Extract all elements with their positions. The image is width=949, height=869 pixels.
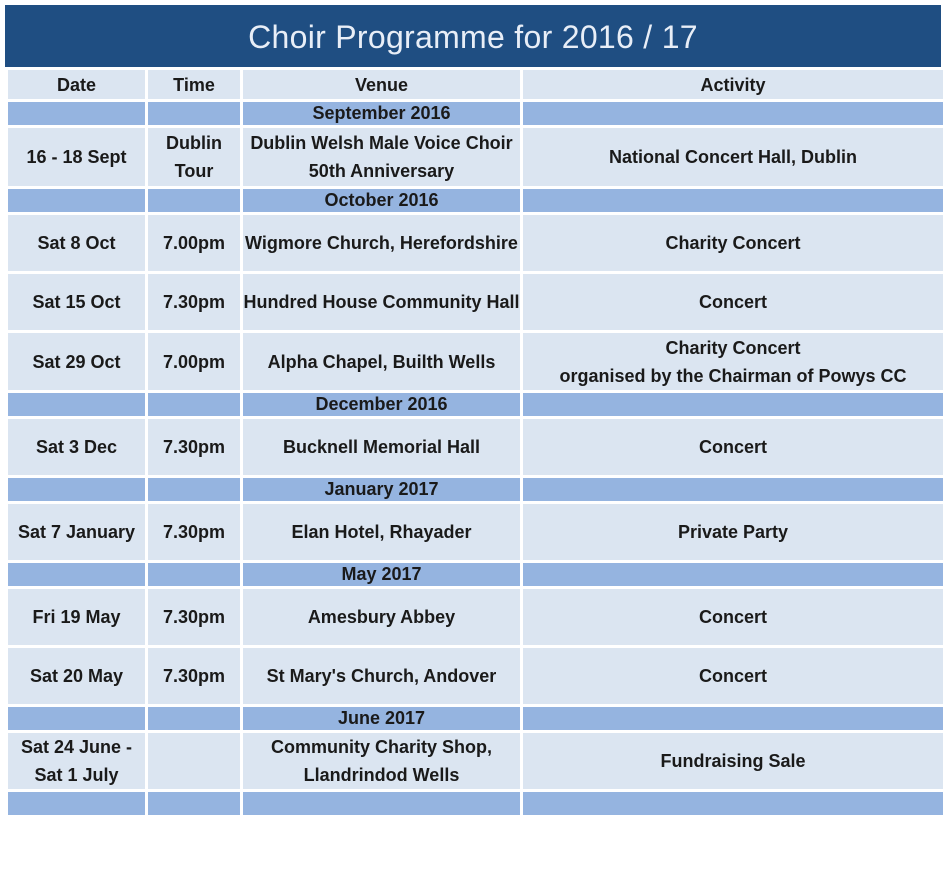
header-time: Time bbox=[148, 70, 240, 99]
event-time: 7.30pm bbox=[148, 648, 240, 704]
event-activity: Concert bbox=[523, 419, 943, 475]
event-activity bbox=[523, 333, 943, 390]
event-venue: Alpha Chapel, Builth Wells bbox=[243, 333, 520, 390]
event-activity: Concert bbox=[523, 648, 943, 704]
month-label: June 2017 bbox=[243, 707, 520, 730]
event-date: Sat 20 May bbox=[8, 648, 145, 704]
event-date-line2: Sat 1 July bbox=[34, 765, 119, 785]
event-time: 7.30pm bbox=[148, 589, 240, 645]
event-date: Sat 8 Oct bbox=[8, 215, 145, 271]
header-activity: Activity bbox=[523, 70, 943, 99]
event-date: Sat 3 Dec bbox=[8, 419, 145, 475]
event-date: Sat 15 Oct bbox=[8, 274, 145, 330]
event-time bbox=[148, 733, 240, 789]
header-date: Date bbox=[8, 70, 145, 99]
table-row bbox=[8, 589, 943, 645]
event-time: Dublin Tour bbox=[148, 128, 240, 186]
event-activity: Charity Concert bbox=[523, 215, 943, 271]
table-row bbox=[8, 333, 943, 390]
event-activity: Concert bbox=[523, 589, 943, 645]
event-time: 7.00pm bbox=[148, 215, 240, 271]
event-venue: Hundred House Community Hall bbox=[243, 274, 520, 330]
event-date-line1: Sat 24 June - bbox=[20, 737, 133, 757]
event-date: 16 - 18 Sept bbox=[8, 128, 145, 186]
event-activity-line1: Charity Concert bbox=[665, 337, 801, 358]
table-row bbox=[8, 648, 943, 704]
month-row-may-2017 bbox=[8, 563, 943, 586]
event-activity: Concert bbox=[523, 274, 943, 330]
event-venue: Bucknell Memorial Hall bbox=[243, 419, 520, 475]
event-date: Fri 19 May bbox=[8, 589, 145, 645]
table-row bbox=[8, 215, 943, 271]
month-row-june-2017 bbox=[8, 707, 943, 730]
month-label: October 2016 bbox=[243, 189, 520, 212]
table-row bbox=[8, 128, 943, 186]
event-time: 7.30pm bbox=[148, 419, 240, 475]
event-date: Sat 29 Oct bbox=[8, 333, 145, 390]
table-footer-row bbox=[8, 792, 943, 815]
page-title: Choir Programme for 2016 / 17 bbox=[5, 5, 941, 67]
table-row bbox=[8, 504, 943, 560]
event-activity: Fundraising Sale bbox=[523, 733, 943, 789]
event-activity-line2: organised by the Chairman of Powys CC bbox=[559, 365, 907, 386]
programme-table bbox=[5, 67, 946, 818]
event-date bbox=[8, 733, 145, 789]
event-time: 7.30pm bbox=[148, 274, 240, 330]
event-date: Sat 7 January bbox=[8, 504, 145, 560]
event-venue: Community Charity Shop, Llandrindod Wells bbox=[243, 733, 520, 789]
month-label: January 2017 bbox=[243, 478, 520, 501]
event-venue: Dublin Welsh Male Voice Choir 50th Anniversary bbox=[243, 128, 520, 186]
month-label: December 2016 bbox=[243, 393, 520, 416]
month-row-september-2016 bbox=[8, 102, 943, 125]
event-venue: St Mary's Church, Andover bbox=[243, 648, 520, 704]
event-venue: Elan Hotel, Rhayader bbox=[243, 504, 520, 560]
event-time: 7.00pm bbox=[148, 333, 240, 390]
event-venue: Amesbury Abbey bbox=[243, 589, 520, 645]
event-venue: Wigmore Church, Herefordshire bbox=[243, 215, 520, 271]
event-time: 7.30pm bbox=[148, 504, 240, 560]
table-row bbox=[8, 733, 943, 789]
header-venue: Venue bbox=[243, 70, 520, 99]
table-row bbox=[8, 274, 943, 330]
month-row-january-2017 bbox=[8, 478, 943, 501]
event-activity: Private Party bbox=[523, 504, 943, 560]
table-row bbox=[8, 419, 943, 475]
month-label: September 2016 bbox=[243, 102, 520, 125]
month-row-october-2016 bbox=[8, 189, 943, 212]
month-row-december-2016 bbox=[8, 393, 943, 416]
event-activity: National Concert Hall, Dublin bbox=[523, 128, 943, 186]
header-row bbox=[8, 70, 943, 99]
month-label: May 2017 bbox=[243, 563, 520, 586]
